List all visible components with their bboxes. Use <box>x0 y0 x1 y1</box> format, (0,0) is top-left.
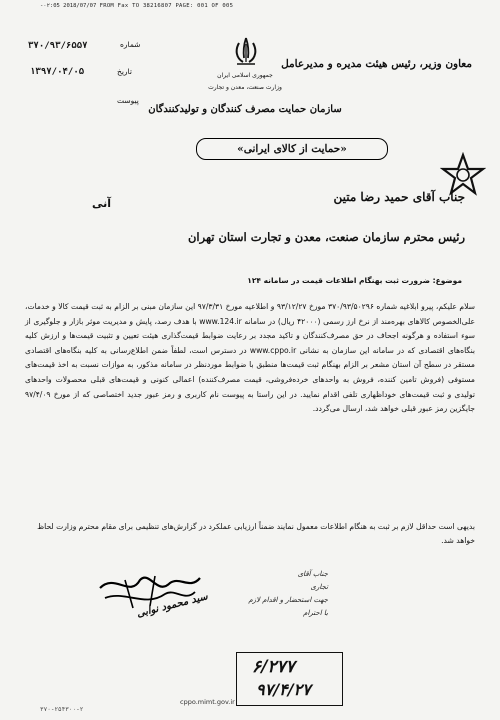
addressee-title: رئیس محترم سازمان صنعت، معدن و تجارت استان تهران <box>187 230 465 244</box>
closing-paragraph <box>25 520 475 548</box>
note-line: با احترام <box>303 609 328 617</box>
support-iranian-goods-banner: «حمایت از کالای ایرانی» <box>196 138 388 160</box>
letter-body <box>25 300 475 417</box>
signatory-name: سید محمود نوابی <box>135 591 209 620</box>
number-label: شماره <box>120 40 141 49</box>
fax-header: -۰۲:05 2018/07/07 FROM Fax TO 38216807 PAGE: 001 OF 005 <box>40 3 234 9</box>
body-paragraph: سلام علیکم، پیرو ابلاغیه شماره ۳۷۰/۹۳/۵۰۲۹۶ مورخ ۹۳/۱۲/۲۷ و اطلاعیه مورخ ۹۷/۳/۳۱ این سازمان مبنی بر الزام به ثبت قیمت کالا و خدمات، علی‌الخصوص کالاهای بهره‌مند از نرخ ارز رسمی (۴۲۰۰۰ ریال) در سامانه www.124.ir با هدف رصد، پایش و مدیریت موثر بازار و جلوگیری از سوء استفاده و هرگونه اجحاف در حق مصرف‌کنندگان و تاکید مجدد بر رعایت ضوابط قیمت‌گذاری هیئت تعیین و تثبیت قیمت‌ها و ارزش کلیه بنگاه‌های اقتصادی که در سامانه این سازمان به نشانی www.cppo.ir در دسترس است، لطفاً ضمن اطلاع‌رسانی به کلیه بنگاه‌های اقتصادی مستقر در سطح آن استان مشعر بر الزام بهنگام ثبت قیمت‌ها منطبق با ضوابط موردنظر در سامانه مذکور، به موازات نسبت به اخذ قیمت‌های مستوفی (فروش تامین کننده، فروش به واحدهای خرده‌فروشی، قیمت مصرف‌کننده) اعمالی کنونی و قیمت‌های قبلی محصولات واحدهای تولیدی و ثبت قیمت‌های خوداظهاری تلفی اقدام نمایید. در این راستا به پیوست نام کاربری و رمز عبور جدید اختصاصی که از مورخ ۹۷/۴/۰۹ جایگزین رمز عبور قبلی خواهد شد، ارسال می‌گردد. <box>25 302 476 414</box>
handwritten-note <box>218 568 328 620</box>
urgency-label: آنی <box>92 197 112 210</box>
closing-text: بدیهی است حداقل لازم بر ثبت به هنگام اطلاعات معمول نمایند ضمناً ارزیابی عملکرد در گزارش‌های تنظیمی برای مقام محترم وزارت لحاظ خواهد شد. <box>37 522 475 545</box>
attachment-label: پیوست <box>117 96 139 105</box>
stamp-number-1: ۶/۲۷۷ <box>252 657 295 677</box>
subject-line: موضوع: ضرورت ثبت بهنگام اطلاعات قیمت در سامانه ۱۲۴ <box>247 276 462 285</box>
deputy-title: معاون وزیر، رئیس هیئت مدیره و مدیرعامل <box>281 58 472 70</box>
ministry-line-2: وزارت صنعت، معدن و تجارت <box>208 84 282 91</box>
addressee-name: جناب آقای حمید رضا متین <box>333 190 465 204</box>
organization-name: سازمان حمایت مصرف کنندگان و تولیدکنندگان <box>148 104 342 115</box>
note-line: تجاری <box>310 583 328 591</box>
ministry-line-1: جمهوری اسلامی ایران <box>217 72 273 79</box>
iran-emblem-icon <box>231 36 261 68</box>
date-label: تاریخ <box>117 67 132 76</box>
stamp-number-2: ۹۷/۴/۲۷ <box>256 680 311 699</box>
note-line: جهت استحضار و اقدام لازم <box>248 596 328 604</box>
note-line: جناب آقای <box>297 570 328 578</box>
date-value: ۱۳۹۷/۰۴/۰۵ <box>30 67 85 77</box>
number-value: ۳۷۰/۹۳/۶۵۵۷ <box>28 41 88 51</box>
footer-number: ۳۷۰-۲۵۴۳۰۰-۲ <box>40 706 84 713</box>
footer-url: cppo.mimt.gov.ir <box>180 698 235 706</box>
